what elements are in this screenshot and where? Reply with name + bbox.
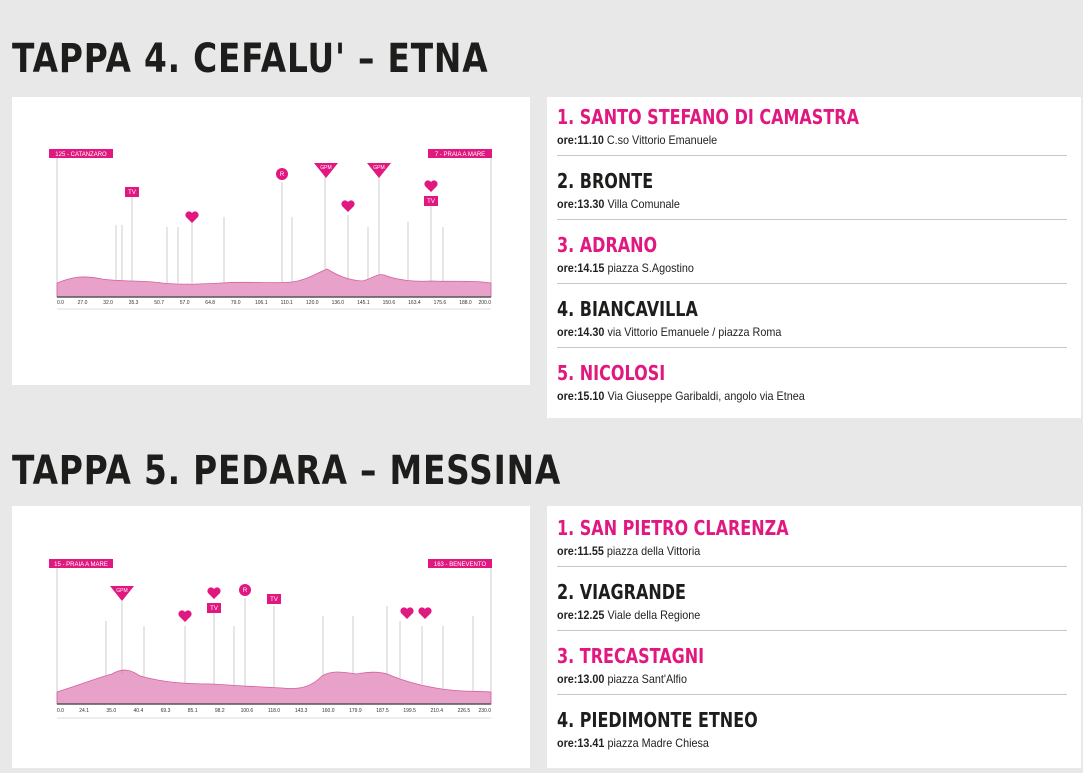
stop-time: ore:12.25: [557, 608, 605, 622]
stop-item: [557, 233, 1067, 275]
stop-time: ore:11.55: [557, 544, 604, 558]
end-town-tag: [428, 149, 492, 158]
divider: [557, 155, 1067, 156]
km-label: 199.5: [403, 708, 416, 714]
km-label: 143.3: [294, 708, 308, 714]
gpm-triangle-icon: [367, 163, 391, 178]
heart-refuel-icon: [178, 610, 191, 622]
tv-box-icon: [267, 594, 281, 604]
stop-name: 2. BRONTE: [557, 169, 654, 193]
stage-5-stops-list: [547, 506, 1081, 768]
sprint-circle-icon: [239, 584, 251, 596]
svg-text:TV: TV: [427, 199, 435, 205]
stop-item: [557, 105, 1067, 147]
stop-time: ore:11.10: [557, 133, 604, 147]
start-town-tag: [49, 149, 113, 158]
svg-text:GPM: GPM: [320, 165, 332, 171]
svg-text:15 - PRAIA A MARE: 15 - PRAIA A MARE: [54, 562, 108, 568]
tv-box-icon: [207, 603, 221, 613]
stop-name: 1. SANTO STEFANO DI CAMASTRA: [557, 105, 859, 129]
divider: [557, 219, 1067, 220]
stop-detail: [557, 325, 1016, 339]
stop-place: Via Giuseppe Garibaldi, angolo via Etnea: [607, 389, 805, 403]
stop-name: 3. ADRANO: [557, 233, 658, 257]
divider: [557, 347, 1067, 348]
stop-name: 1. SAN PIETRO CLARENZA: [557, 516, 789, 540]
stop-item: [557, 297, 1067, 339]
stop-name: 5. NICOLOSI: [557, 361, 666, 385]
km-label: 100.6: [240, 708, 254, 714]
km-label: 69.3: [160, 708, 171, 714]
tv-box-icon: [125, 187, 139, 197]
stop-detail: [557, 608, 1016, 622]
km-label: 200.0: [478, 300, 491, 306]
start-town-tag: [49, 559, 113, 568]
stop-detail: [557, 197, 1016, 211]
svg-text:7 - PRAIA A MARE: 7 - PRAIA A MARE: [434, 152, 486, 158]
heart-refuel-icon: [400, 607, 413, 619]
stop-item: [557, 580, 1067, 622]
stop-name: 2. VIAGRANDE: [557, 580, 686, 604]
stop-place: C.so Vittorio Emanuele: [606, 133, 718, 147]
stop-detail: [557, 544, 1016, 558]
km-label: 110.1: [280, 300, 293, 306]
stop-detail: [557, 672, 1016, 686]
km-label: 118.0: [267, 708, 281, 714]
stop-time: ore:13.41: [557, 736, 605, 750]
heart-refuel-icon: [418, 607, 431, 619]
km-label: 230.0: [478, 708, 491, 714]
stop-item: [557, 644, 1067, 686]
km-label: 106.1: [254, 300, 268, 306]
stop-place: piazza Sant'Alfio: [607, 672, 687, 686]
stop-detail: [557, 261, 1016, 275]
km-label: 120.0: [306, 300, 319, 306]
km-label: 85.1: [187, 708, 198, 714]
stop-place: piazza S.Agostino: [607, 261, 694, 275]
divider: [557, 283, 1067, 284]
stage-4-title: TAPPA 4. CEFALU' – ETNA: [12, 36, 489, 82]
km-label: 175.6: [433, 300, 447, 306]
svg-text:GPM: GPM: [116, 588, 128, 594]
km-label: 27.0: [77, 300, 88, 306]
stop-item: [557, 169, 1067, 211]
stop-time: ore:13.30: [557, 197, 605, 211]
stop-time: ore:14.15: [557, 261, 605, 275]
km-label: 40.4: [133, 708, 144, 714]
km-label: 145.1: [357, 300, 370, 306]
svg-text:R: R: [242, 588, 248, 594]
stage-5-title: TAPPA 5. PEDARA – MESSINA: [12, 448, 562, 494]
svg-text:GPM: GPM: [373, 165, 385, 171]
km-label: 179.9: [349, 708, 362, 714]
stop-time: ore:13.00: [557, 672, 605, 686]
km-label: 163.4: [408, 300, 421, 306]
stop-time: ore:15.10: [557, 389, 605, 403]
stop-place: Viale della Regione: [607, 608, 701, 622]
km-label: 57.0: [179, 300, 190, 306]
stop-name: 4. PIEDIMONTE ETNEO: [557, 708, 758, 732]
km-label: 160.0: [321, 708, 335, 714]
stop-name: 3. TRECASTAGNI: [557, 644, 705, 668]
stop-item: [557, 361, 1067, 403]
stop-item: [557, 516, 1067, 558]
end-town-tag: [428, 559, 492, 568]
km-label: 0.0: [57, 708, 64, 714]
km-label: 188.0: [459, 300, 472, 306]
stop-name: 4. BIANCAVILLA: [557, 297, 698, 321]
divider: [557, 566, 1067, 567]
stop-detail: [557, 736, 1016, 750]
km-label: 226.5: [457, 708, 471, 714]
km-label: 50.7: [154, 300, 164, 306]
heart-refuel-icon: [424, 180, 437, 192]
km-label: 187.5: [376, 708, 389, 714]
km-label: 35.0: [106, 708, 117, 714]
stage-5-altimetry-profile: [12, 506, 530, 768]
stop-time: ore:14.30: [557, 325, 605, 339]
stop-detail: [557, 133, 1016, 147]
tv-box-icon: [424, 196, 438, 206]
stop-place: Villa Comunale: [607, 197, 680, 211]
stop-place: via Vittorio Emanuele / piazza Roma: [607, 325, 782, 339]
stop-item: [557, 708, 1067, 750]
km-label: 150.6: [382, 300, 396, 306]
km-label: 210.4: [430, 708, 444, 714]
km-label: 24.1: [79, 708, 89, 714]
stop-detail: [557, 389, 1016, 403]
heart-refuel-icon: [185, 211, 198, 223]
stage-4-stops-list: [547, 97, 1081, 418]
divider: [557, 630, 1067, 631]
svg-text:TV: TV: [128, 190, 136, 196]
heart-refuel-icon: [341, 200, 354, 212]
stage-4-altimetry-profile: [12, 97, 530, 385]
gpm-triangle-icon: [314, 163, 338, 178]
km-label: 79.0: [230, 300, 241, 306]
svg-text:TV: TV: [210, 606, 218, 612]
svg-text:125 - CATANZARO: 125 - CATANZARO: [55, 152, 107, 158]
km-label: 32.0: [103, 300, 113, 306]
sprint-circle-icon: [276, 168, 288, 180]
stop-place: piazza Madre Chiesa: [607, 736, 709, 750]
km-label: 98.2: [214, 708, 225, 714]
gpm-triangle-icon: [110, 586, 134, 601]
svg-text:TV: TV: [270, 597, 278, 603]
km-label: 0.0: [57, 300, 64, 306]
km-label: 136.0: [331, 300, 345, 306]
stop-place: piazza della Vittoria: [606, 544, 701, 558]
svg-text:R: R: [279, 172, 285, 178]
svg-text:163 - BENEVENTO: 163 - BENEVENTO: [433, 562, 487, 568]
heart-refuel-icon: [207, 587, 220, 599]
km-label: 35.3: [128, 300, 139, 306]
divider: [557, 694, 1067, 695]
km-label: 64.8: [205, 300, 216, 306]
